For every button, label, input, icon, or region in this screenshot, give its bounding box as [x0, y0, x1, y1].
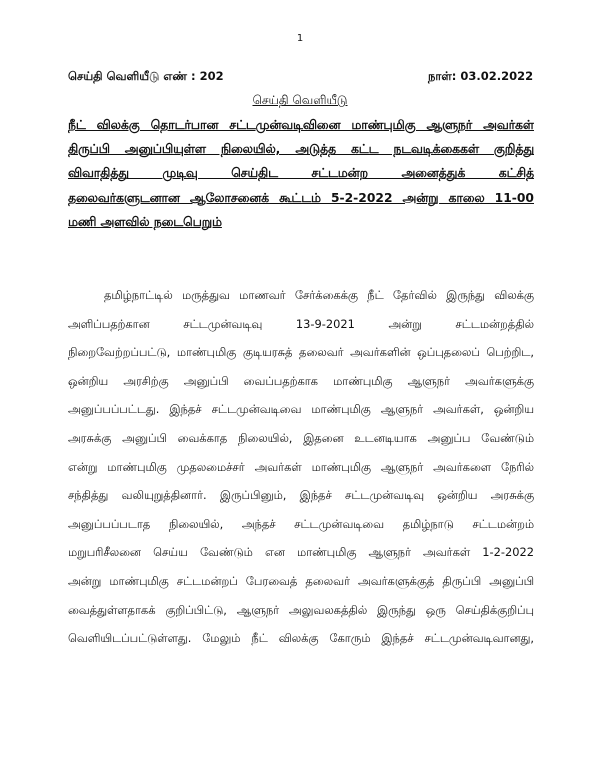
headline	[68, 116, 534, 237]
body-line: அளிப்பதற்கான சட்டமுன்வடிவு 13-9-2021 அன்று சட்டமன்றத்தில்	[68, 316, 534, 331]
release-title: செய்தி வெளியீடு	[252, 93, 348, 107]
body-line: நிறைவேற்றப்பட்டு, மாண்புமிகு குடியரசுத் தலைவர் அவர்களின் ஒப்புதலைப் பெற்றிட,	[68, 345, 534, 360]
release-meta-row	[68, 69, 534, 85]
headline-line: விவாதித்து முடிவு செய்திட சட்டமன்ற அனைத்துக் கட்சித்	[68, 166, 534, 181]
body-line: வெளியிடப்பட்டுள்ளது. மேலும் நீட் விலக்கு கோரும் இந்தச் சட்டமுன்வடிவானது,	[68, 631, 534, 646]
body-line: அன்று மாண்புமிகு சட்டமன்றப் பேரவைத் தலைவர் அவர்களுக்குத் திருப்பி அனுப்பி	[68, 573, 534, 588]
body-line: தமிழ்நாட்டில் மருத்துவ மாணவர் சேர்க்கைக்கு நீட் தேர்வில் இருந்து விலக்கு	[104, 288, 534, 302]
body-line: என்று மாண்புமிகு முதலமைச்சர் அவர்கள் மாண்புமிகு ஆளுநர் அவர்களை நேரில்	[68, 459, 534, 474]
page-number: 1	[296, 33, 304, 44]
body-line: சந்தித்து வலியுறுத்தினார். இருப்பினும், இந்தச் சட்டமுன்வடிவு ஒன்றிய அரசுக்கு	[68, 488, 534, 503]
headline-line: மணி அளவில் நடைபெறும்	[68, 214, 222, 229]
body-line: மறுபரிசீலனை செய்ய வேண்டும் என மாண்புமிகு ஆளுநர் அவர்கள் 1-2-2022	[68, 545, 534, 560]
body-line: வைத்துள்ளதாகக் குறிப்பிட்டு, ஆளுநர் அலுவலகத்தில் இருந்து ஒரு செய்திக்குறிப்பு	[68, 602, 534, 617]
body-paragraph	[68, 286, 534, 658]
headline-line: திருப்பி அனுப்பியுள்ள நிலையில், அடுத்த கட்ட நடவடிக்கைகள் குறித்து	[68, 142, 534, 157]
headline-line: தலைவர்களுடனான ஆலோசனைக் கூட்டம் 5-2-2022 அன்று காலை 11-00	[68, 190, 534, 205]
body-line: அனுப்பப்படாத நிலையில், அந்தச் சட்டமுன்வடிவை தமிழ்நாடு சட்டமன்றம்	[68, 516, 534, 531]
release-number: செய்தி வெளியீடு எண் : 202	[68, 69, 224, 83]
body-line: ஒன்றிய அரசிற்கு அனுப்பி வைப்பதற்காக மாண்புமிகு ஆளுநர் அவர்களுக்கு	[68, 373, 534, 388]
body-line: அரசுக்கு அனுப்பி வைக்காத நிலையில், இதனை உடனடியாக அனுப்ப வேண்டும்	[68, 430, 534, 445]
body-line: அனுப்பப்பட்டது. இந்தச் சட்டமுன்வடிவை மாண்புமிகு ஆளுநர் அவர்கள், ஒன்றிய	[68, 402, 534, 417]
headline-line: நீட் விலக்கு தொடர்பான சட்டமுன்வடிவினை மாண்புமிகு ஆளுநர் அவர்கள்	[68, 118, 534, 132]
release-date: நாள்: 03.02.2022	[428, 69, 534, 83]
